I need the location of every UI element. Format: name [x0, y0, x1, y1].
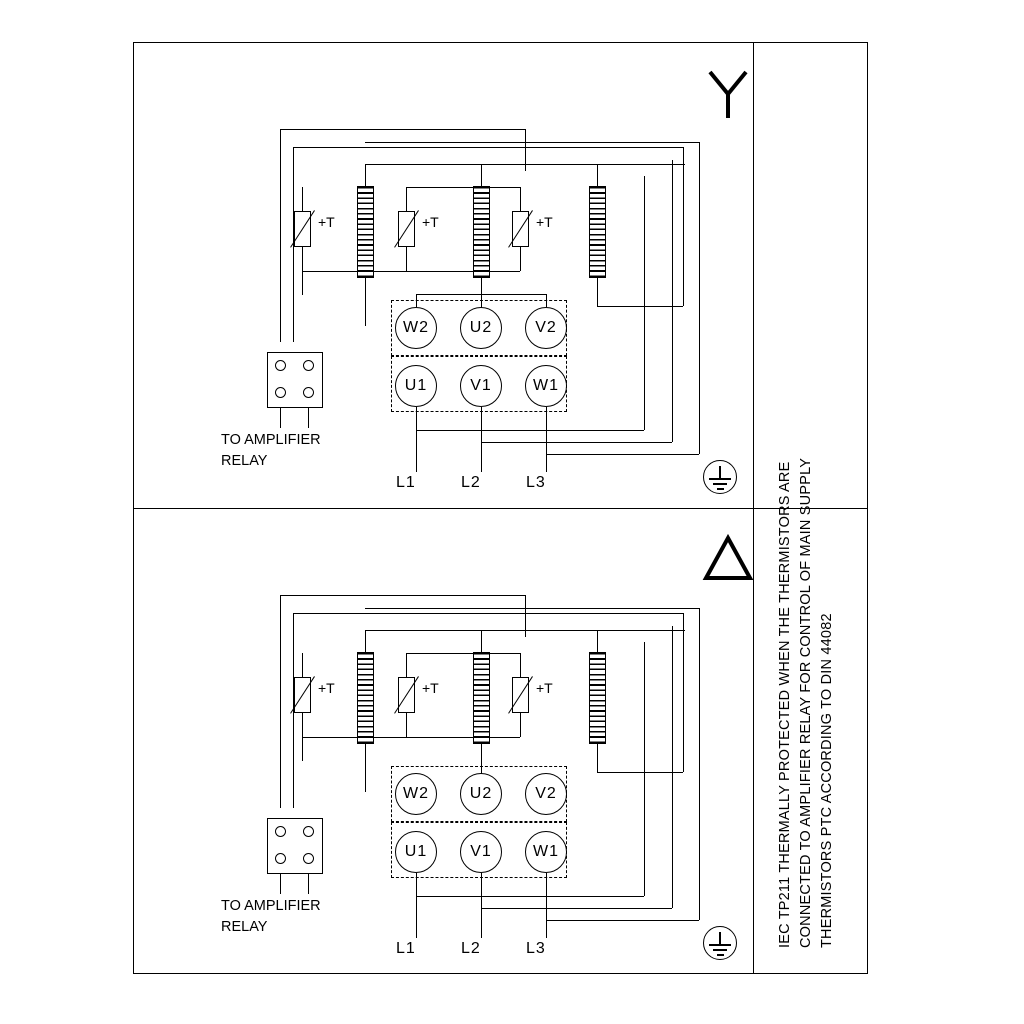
ptc3-top-lead: [520, 653, 521, 677]
return-riser-1: [644, 642, 645, 896]
amplifier-relay-label-line1: TO AMPLIFIER: [221, 898, 321, 914]
coil3-return-rail: [597, 772, 683, 773]
terminal-v2[interactable]: V2: [525, 307, 567, 349]
earth-symbol-stem: [719, 932, 721, 944]
ptc-series-link-2: [406, 187, 520, 188]
phase-l1-drop: [416, 407, 417, 472]
phase-l3-drop: [546, 407, 547, 472]
ptc-series-link-3: [406, 737, 520, 738]
phase-l1-drop: [416, 873, 417, 938]
earth-symbol-bar-2: [713, 949, 727, 951]
winding-coil-1: [357, 186, 374, 278]
coil1-bottom-lead: [365, 278, 366, 326]
terminal-v2[interactable]: V2: [525, 773, 567, 815]
coil-top-rail: [365, 630, 685, 631]
connector-pin-2: [303, 360, 314, 371]
winding-coil-2: [473, 186, 490, 278]
coil-top-rail: [365, 164, 685, 165]
ptc-series-link-3: [406, 271, 520, 272]
wire-bus-a-drop: [280, 595, 281, 808]
coil3-return-rail: [597, 306, 683, 307]
connector-lead-2: [308, 874, 309, 894]
earth-symbol-bar-1: [709, 478, 731, 480]
phase-label-l1: L1: [396, 940, 416, 957]
return-rail-1: [416, 896, 644, 897]
ptc-label-3: +T: [536, 680, 553, 696]
ptc2-top-lead: [406, 187, 407, 211]
ptc2-bottom-lead: [406, 247, 407, 271]
ptc-series-link-1: [302, 271, 406, 272]
ptc3-bottom-lead: [520, 247, 521, 271]
winding-coil-3: [589, 186, 606, 278]
return-riser-1: [644, 176, 645, 430]
ptc2-top-lead: [406, 653, 407, 677]
ptc-series-link-1: [302, 737, 406, 738]
amplifier-relay-label-line2: RELAY: [221, 919, 268, 935]
amplifier-connector-block: [267, 352, 323, 408]
wire-bus-b-right: [683, 147, 684, 171]
winding-coil-3: [589, 652, 606, 744]
coil3-top-lead: [597, 164, 598, 186]
terminal-u2[interactable]: U2: [460, 307, 502, 349]
coil3-bottom-lead: [597, 278, 598, 306]
terminal-w2[interactable]: W2: [395, 773, 437, 815]
winding-coil-1: [357, 652, 374, 744]
ptc-label-2: +T: [422, 680, 439, 696]
return-rail-2: [481, 442, 672, 443]
connector-lead-1: [280, 408, 281, 428]
terminal-u2[interactable]: U2: [460, 773, 502, 815]
return-riser-2: [672, 626, 673, 908]
wire-bus-b-right: [683, 613, 684, 637]
connector-pin-4: [303, 853, 314, 864]
return-rail-3: [546, 454, 699, 455]
wire-bus-b: [293, 147, 683, 148]
amplifier-relay-label-line2: RELAY: [221, 453, 268, 469]
earth-symbol-bar-3: [717, 954, 724, 956]
phase-l2-drop: [481, 873, 482, 938]
note-line-2: CONNECTED TO AMPLIFIER RELAY FOR CONTROL OF MAIN SUPPLY: [798, 457, 814, 948]
phase-label-l3: L3: [526, 474, 546, 491]
phase-l3-drop: [546, 873, 547, 938]
ptc-label-1: +T: [318, 680, 335, 696]
note-line-3: THERMISTORS PTC ACCORDING TO DIN 44082: [819, 613, 835, 948]
ptc2-bottom-lead: [406, 713, 407, 737]
return-rail-2: [481, 908, 672, 909]
amplifier-relay-label-line1: TO AMPLIFIER: [221, 432, 321, 448]
connector-lead-1: [280, 874, 281, 894]
coil1-top-lead: [365, 164, 366, 186]
star-link-v2: [546, 294, 547, 307]
connector-pin-1: [275, 826, 286, 837]
terminal-w1[interactable]: W1: [525, 365, 567, 407]
connector-pin-4: [303, 387, 314, 398]
wye-star-symbol-icon: [698, 62, 758, 122]
connector-pin-3: [275, 387, 286, 398]
wire-bus-a: [280, 595, 525, 596]
wire-bus-b: [293, 613, 683, 614]
connector-pin-3: [275, 853, 286, 864]
star-link-w2: [416, 294, 417, 307]
coil1-top-lead: [365, 630, 366, 652]
phase-label-l2: L2: [461, 474, 481, 491]
ptc-label-2: +T: [422, 214, 439, 230]
coil2-top-lead: [481, 630, 482, 652]
ptc1-top-lead: [302, 187, 303, 211]
delta-symbol-icon: [698, 528, 758, 588]
phase-l2-drop: [481, 407, 482, 472]
return-top-rail: [365, 608, 699, 609]
coil3-return-riser: [683, 637, 684, 772]
coil2-top-lead: [481, 164, 482, 186]
return-riser-3: [699, 608, 700, 920]
coil3-bottom-lead: [597, 744, 598, 772]
star-link-u2: [481, 294, 482, 307]
phase-label-l1: L1: [396, 474, 416, 491]
terminal-v1[interactable]: V1: [460, 365, 502, 407]
earth-symbol-bar-3: [717, 488, 724, 490]
coil3-return-riser: [683, 171, 684, 306]
winding-coil-2: [473, 652, 490, 744]
connector-pin-2: [303, 826, 314, 837]
return-riser-3: [699, 142, 700, 454]
return-top-rail: [365, 142, 699, 143]
ptc3-top-lead: [520, 187, 521, 211]
terminal-u1[interactable]: U1: [395, 831, 437, 873]
phase-label-l3: L3: [526, 940, 546, 957]
ptc-label-3: +T: [536, 214, 553, 230]
connector-lead-2: [308, 408, 309, 428]
earth-symbol-stem: [719, 466, 721, 478]
earth-symbol-bar-1: [709, 944, 731, 946]
amplifier-connector-block: [267, 818, 323, 874]
ptc-label-1: +T: [318, 214, 335, 230]
ptc1-top-lead: [302, 653, 303, 677]
phase-label-l2: L2: [461, 940, 481, 957]
ptc-series-link-2: [406, 653, 520, 654]
coil3-top-lead: [597, 630, 598, 652]
terminal-v1[interactable]: V1: [460, 831, 502, 873]
wire-bus-a-drop: [280, 129, 281, 342]
return-rail-3: [546, 920, 699, 921]
return-riser-2: [672, 160, 673, 442]
thermal-protection-note: [753, 42, 868, 974]
return-rail-1: [416, 430, 644, 431]
coil1-bottom-lead: [365, 744, 366, 792]
terminal-w1[interactable]: W1: [525, 831, 567, 873]
earth-symbol-bar-2: [713, 483, 727, 485]
note-line-1: IEC TP211 THERMALLY PROTECTED WHEN THE THERMISTORS ARE: [777, 461, 793, 948]
ptc3-bottom-lead: [520, 713, 521, 737]
terminal-w2[interactable]: W2: [395, 307, 437, 349]
connector-pin-1: [275, 360, 286, 371]
wire-bus-a: [280, 129, 525, 130]
terminal-u1[interactable]: U1: [395, 365, 437, 407]
